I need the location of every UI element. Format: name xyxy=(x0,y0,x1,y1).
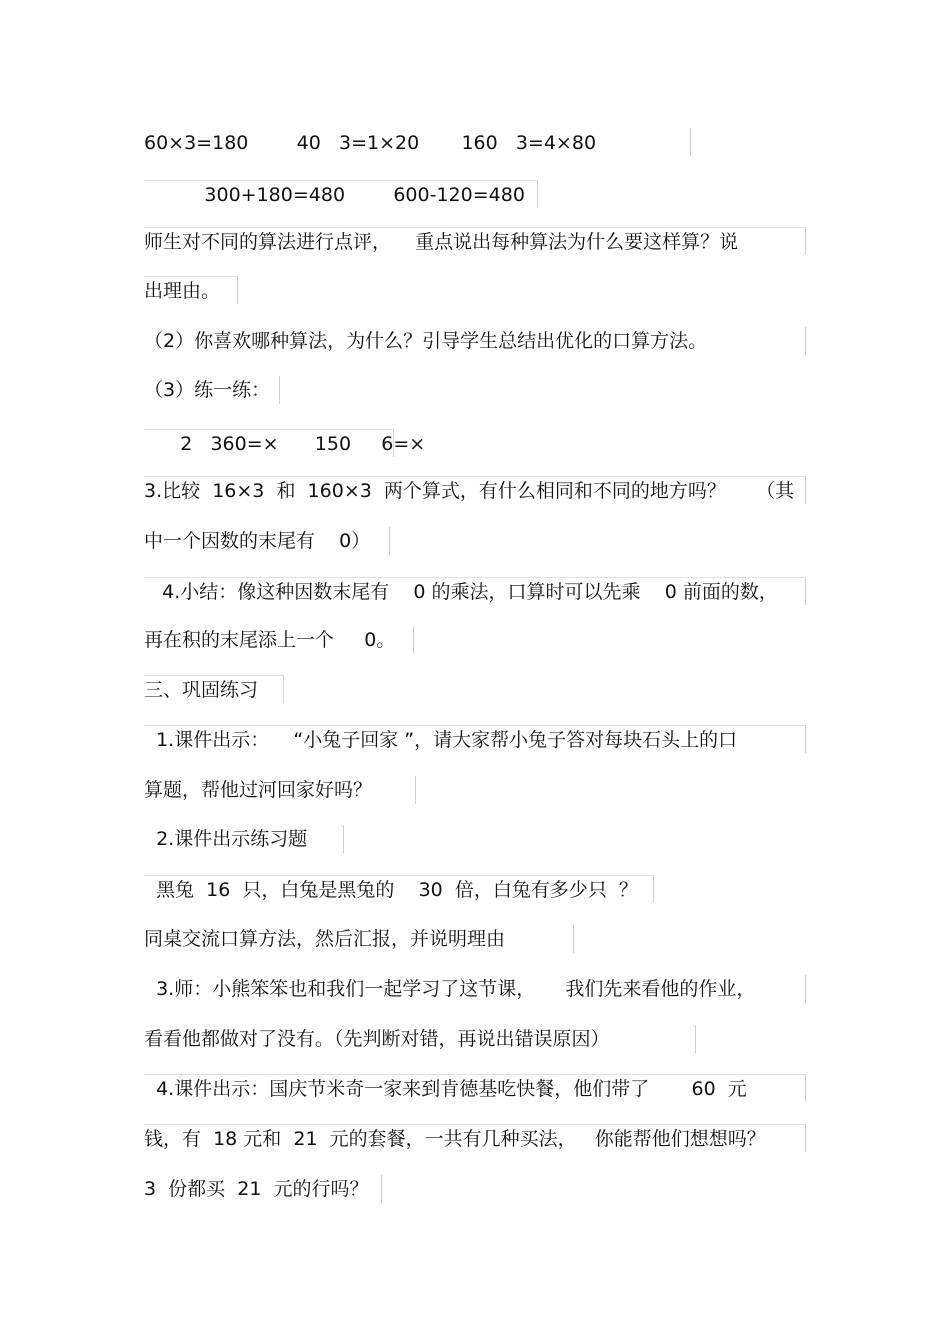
frame-divider xyxy=(690,128,691,156)
exercise-4-line-3: 3 份都买 21 元的行吗？ xyxy=(144,1175,382,1203)
text-line-8: 3.比较 16×3 和 160×3 两个算式，有什么相同和不同的地方吗？ （其 xyxy=(144,476,806,504)
exercise-2-note: 同桌交流口算方法，然后汇报，并说明理由 xyxy=(144,925,574,953)
exercise-1-line-1: 1.课件出示： “小兔子回家 ”，请大家帮小兔子答对每块石头上的口 xyxy=(144,725,806,753)
summary-line-2: 再在积的末尾添上一个 0。 xyxy=(144,626,414,654)
text-line-5: （2）你喜欢哪种算法，为什么？引导学生总结出优化的口算方法。 xyxy=(144,327,806,355)
exercise-4-line-1: 4.课件出示：国庆节米奇一家来到肯德基吃快餐，他们带了 60 元 xyxy=(144,1074,806,1102)
calc-line-2: 300+180=480 600-120=480 xyxy=(144,180,538,208)
exercise-3-line-1: 3.师：小熊笨笨也和我们一起学习了这节课， 我们先来看他的作业， xyxy=(144,975,806,1003)
exercise-3-line-2: 看看他都做对了没有。（先判断对错，再说出错误原因） xyxy=(144,1025,696,1053)
summary-line-1: 4.小结：像这种因数末尾有 0 的乘法，口算时可以先乘 0 前面的数， xyxy=(144,577,806,605)
exercise-2-problem: 黑兔 16 只，白兔是黑兔的 30 倍，白兔有多少只 ？ xyxy=(144,875,654,903)
exercise-1-line-2: 算题，帮他过河回家好吗？ xyxy=(144,776,416,804)
practice-line: 2 360=× 150 6=× xyxy=(144,429,394,457)
exercise-2-line: 2.课件出示练习题 xyxy=(144,825,344,853)
text-line-6: （3）练一练： xyxy=(144,376,280,404)
text-line-3: 师生对不同的算法进行点评， 重点说出每种算法为什么要这样算？说 xyxy=(144,227,806,255)
text-line-9: 中一个因数的末尾有 0） xyxy=(144,527,390,555)
calc-line-1: 60×3=180 40 3=1×20 160 3=4×80 xyxy=(144,132,597,154)
section-heading: 三、巩固练习 xyxy=(144,675,284,703)
exercise-4-line-2: 钱，有 18 元和 21 元的套餐，一共有几种买法， 你能帮他们想想吗？ xyxy=(144,1124,806,1152)
text-line-4: 出理由。 xyxy=(144,276,238,304)
